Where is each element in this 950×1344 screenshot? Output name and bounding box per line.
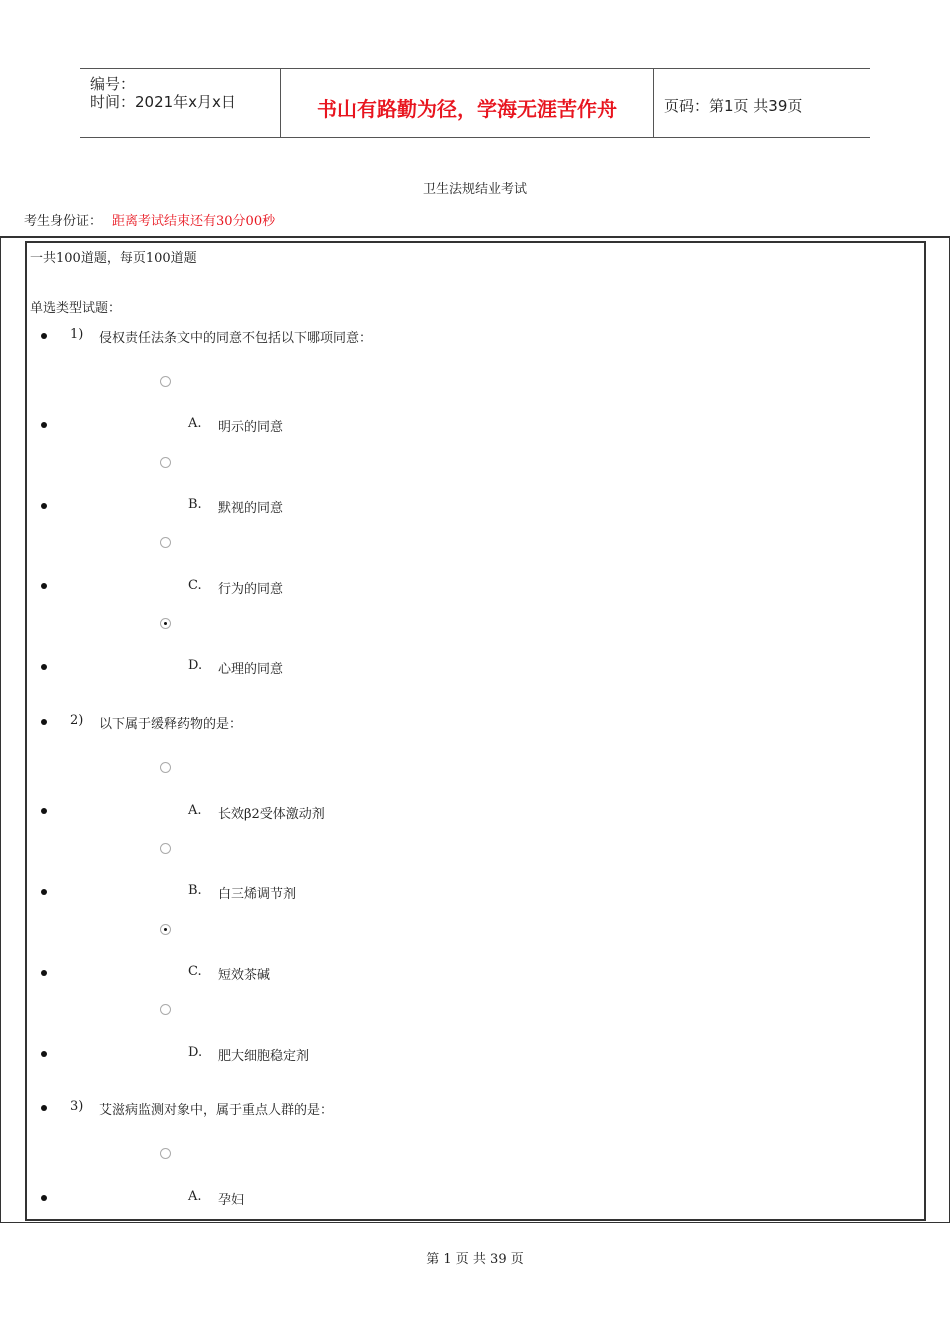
option-letter: A. bbox=[188, 803, 202, 818]
radio-q1-b[interactable] bbox=[160, 457, 171, 468]
option-text: 白三烯调节剂 bbox=[218, 887, 297, 902]
bullet bbox=[41, 583, 47, 589]
bullet bbox=[41, 1105, 47, 1111]
motto: 书山有路勤为径，学海无涯苦作舟 bbox=[317, 97, 617, 121]
bullet bbox=[41, 503, 47, 509]
question-number: 3) bbox=[70, 1099, 84, 1114]
bullet bbox=[41, 664, 47, 670]
bullet bbox=[41, 719, 47, 725]
header-meta-cell bbox=[80, 69, 281, 137]
option-letter: A. bbox=[188, 416, 202, 431]
option-letter: C. bbox=[188, 964, 202, 979]
radio-q1-d-selected[interactable] bbox=[160, 618, 171, 629]
exam-summary: 一共100道题，每页100道题 bbox=[30, 251, 197, 266]
radio-q1-c[interactable] bbox=[160, 537, 171, 548]
exam-title: 卫生法规结业考试 bbox=[422, 182, 527, 197]
time-label: 时间：2021年x月x日 bbox=[90, 93, 236, 111]
bullet bbox=[41, 970, 47, 976]
option-letter: C. bbox=[188, 578, 202, 593]
id-label: 考生身份证： bbox=[24, 214, 103, 229]
bullet bbox=[41, 1051, 47, 1057]
option-letter: D. bbox=[188, 658, 203, 673]
bullet bbox=[41, 422, 47, 428]
bullet bbox=[41, 1195, 47, 1201]
id-row bbox=[24, 210, 275, 229]
header-motto-cell bbox=[281, 69, 654, 137]
option-letter: D. bbox=[188, 1045, 203, 1060]
document-header bbox=[80, 68, 870, 138]
radio-q2-a[interactable] bbox=[160, 762, 171, 773]
option-text: 孕妇 bbox=[218, 1193, 245, 1208]
number-label: 编号： bbox=[90, 75, 136, 93]
radio-q3-a[interactable] bbox=[160, 1148, 171, 1159]
option-text: 肥大细胞稳定剂 bbox=[218, 1049, 310, 1064]
question-number: 2) bbox=[70, 713, 84, 728]
option-letter: B. bbox=[188, 883, 202, 898]
exam-timer: 距离考试结束还有30分00秒 bbox=[112, 214, 276, 229]
bullet bbox=[41, 333, 47, 339]
bullet bbox=[41, 808, 47, 814]
option-text: 默视的同意 bbox=[218, 501, 284, 516]
option-text: 短效茶碱 bbox=[218, 968, 271, 983]
radio-q2-b[interactable] bbox=[160, 843, 171, 854]
page-info: 页码：第1页 共39页 bbox=[664, 97, 803, 115]
question-text: 以下属于缓释药物的是： bbox=[99, 717, 243, 732]
option-text: 行为的同意 bbox=[218, 582, 284, 597]
question-text: 侵权责任法条文中的同意不包括以下哪项同意： bbox=[99, 331, 373, 346]
option-letter: A. bbox=[188, 1189, 202, 1204]
section-title: 单选类型试题： bbox=[30, 301, 122, 316]
option-text: 长效β2受体激动剂 bbox=[218, 807, 325, 822]
header-page-cell bbox=[654, 69, 870, 137]
option-text: 明示的同意 bbox=[218, 420, 284, 435]
page-footer: 第 1 页 共 39 页 bbox=[426, 1252, 524, 1267]
option-letter: B. bbox=[188, 497, 202, 512]
question-text: 艾滋病监测对象中，属于重点人群的是： bbox=[99, 1103, 334, 1118]
option-text: 心理的同意 bbox=[218, 662, 284, 677]
question-number: 1) bbox=[70, 327, 84, 342]
radio-q2-d[interactable] bbox=[160, 1004, 171, 1015]
radio-q1-a[interactable] bbox=[160, 376, 171, 387]
radio-q2-c-selected[interactable] bbox=[160, 924, 171, 935]
bullet bbox=[41, 889, 47, 895]
